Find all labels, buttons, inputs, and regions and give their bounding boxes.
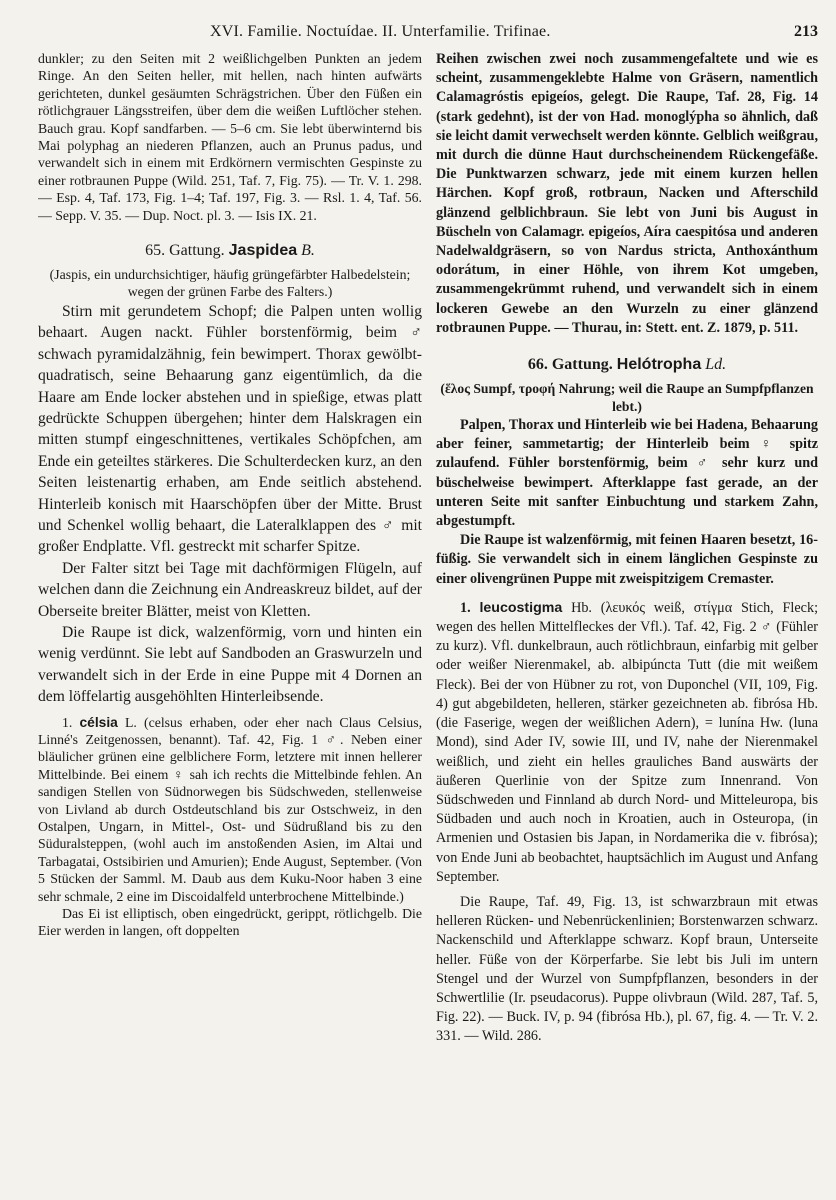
species-name: célsia — [79, 714, 118, 730]
genus-author: Ld. — [705, 356, 727, 374]
larva-paragraph: Die Raupe ist walzenförmig, mit feinen Haaren besetzt, 16-füßig. Sie verwandelt sich in einem länglichen Gespinste zu einer olivengrünen Puppe mit zweispitzigem Cremaster. — [436, 532, 818, 587]
species-name: leucostigma — [479, 599, 563, 616]
continued-paragraph: dunkler; zu den Seiten mit 2 weißlichgelben Punkten an jedem Ringe. An den Seiten heller, mit hellen, nach hinten aufwärts gerichteten, dunkel gesäumten Schrägstrichen. Über den Füßen ein rötlichgrauer Längsstreifen, über dem die weißen Luftlöcher stehen. Bauch grau. Kopf sandfarben. — 5–6 cm. Sie lebt überwinternd bis Mai polyphag an niederen Pflanzen, auch an Prunus padus, und verwandelt sich in einem mit Erdkörnern vermischten Gespinste zu einer rotbraunen Puppe (Wild. 251, Taf. 7, Fig. 75). — Tr. V. 1. 298. — Esp. 4, Taf. 173, Fig. 1–4; Taf. 197, Fig. 3. — Rsl. 1. 4, Taf. 56. — Sepp. V. 35. — Dup. Noct. pl. 3. — Isis IX. 21. — [38, 51, 422, 223]
genus-heading-65 — [38, 242, 422, 260]
genus-heading-66 — [436, 356, 818, 374]
species-entry — [38, 714, 422, 905]
genus-etymology: (Jaspis, ein undurchsichtiger, häufig grüngefärbter Halbedelstein; wegen der grünen Farbe des Falters.) — [49, 267, 411, 300]
genus-etymology: (ἕλος Sumpf, τροφή Nahrung; weil die Raupe an Sumpfpflanzen lebt.) — [440, 381, 814, 415]
continued-paragraph-right: Reihen zwischen zwei noch zusammengefaltete und wie es scheint, zusammengeklebte Halme von Gräsern, namentlich Calamagróstis epigeíos, gelegt. Die Raupe, Taf. 28, Fig. 14 (stark gedehnt), ist der von Had. monoglýpha so ähnlich, daß sie leicht damit verwechselt werden könnte. Gelblich weißgrau, mit durch die dünne Haut durchscheinendem Rückengefäße. Die Punktwarzen schwarz, jede mit einem kurzen hellen Härchen. Kopf groß, rotbraun, Nacken und Afterschild glänzend gelblichbraun. Sie lebt von Juni bis August in Büscheln von Calamagr. epigeíos, Aíra caespitósa und anderen Nadelwaldgräsern, so von Nardus stricta, Anthoxánthum odorátum, in einer Höhle, von ihrem Kot umgeben, zusammengekrümmt ruhend, und verwandelt sich in einem lockeren Gewebe an den Wurzeln zu einer glänzend rotbraunen Puppe. — Thurau, in: Stett. ent. Z. 1879, p. 511. — [436, 51, 818, 336]
text-columns — [38, 50, 820, 1186]
larva-description: Die Raupe, Taf. 49, Fig. 13, ist schwarzbraun mit etwas helleren Rücken- und Nebenrückenlinien; Borstenwarzen schwarz. Nackenschild und Afterklappe schwarz. Kopf braun, Unterseite heller. Füße von der Körperfarbe. Sie lebt bis Juli im untern Stengel und der Wurzel von Sumpfpflanzen, besonders in der Schwertlilie (Ir. pseudacorus). Puppe olivbraun (Wild. 287, Taf. 5, Fig. 22). — Buck. IV, p. 94 (fibrósa Hb.), pl. 67, fig. 4. — Tr. V. 2. 331. — Wild. 286. — [436, 893, 818, 1045]
species-text: L. (celsus erhaben, oder eher nach Claus Celsius, Linné's Zeitgenossen, benannt). Taf. 42, Fig. 1 ♂. Neben einer bläulicher grünen eine gelblichere Form, letztere mit innen hellerer Mittelbinde. Bei einem ♀ sah ich rechts die Mittelbinde fehlen. An sandigen Stellen von Südnorwegen bis Südschweden, stellenweise von Livland ab durch Ostdeutschland bis zur Ostschweiz, in den Ostalpen, Ungarn, in Mittel-, Ost- und Südrußland bis zu den Süduralsteppen, (wohl auch im anstoßenden Asien, im Altai und Tarbagatai, Ostsibirien und Amurien); Ende August, September. (Von 5 Stücken der Samml. M. Daub aus dem Kuku-Noor haben 3 eine sehr schmale, 2 eine im Discoidalfeld unterbrochene Mittelbinde.) — [38, 714, 422, 904]
genus-name: Helótropha — [616, 356, 702, 374]
behaviour-paragraph: Der Falter sitzt bei Tage mit dachförmigen Flügeln, auf welchen dann die Zeichnung ein Andreaskreuz bildet, auf der Oberseite breiter Blätter, meist von Kletten. — [38, 559, 422, 620]
genus-description: Stirn mit gerundetem Schopf; die Palpen unten wollig behaart. Augen nackt. Fühler borstenförmig, beim ♂ schwach pyramidalzähnig, fein bewimpert. Thorax gewölbt-quadratisch, seine Behaarung ganz eigentümlich, da die Haare am Ende locker abstehen und in spießige, etwas platt gedrückte Schuppen übergehen; hinter dem Halskragen ein mitten stumpf eingeschnittenes, vertikales Schöpfchen, am Ende ein geteiltes stärkeres. Die Schulterdecken kurz, an den Seiten leistenartig erhaben, am Ende seitlich abstehend. Hinterleib konisch mit Haarschöpfen über der Mitte. Brust und Schenkel wollig behaart, die Lateralklappen des ♂ mit großer Endplatte. Vfl. gestreckt mit scharfer Spitze. — [38, 302, 422, 556]
left-column — [38, 50, 422, 1186]
genus-number: 65. Gattung. — [145, 242, 225, 260]
genus-number: 66. Gattung. — [527, 356, 613, 374]
species-number: 1. — [62, 714, 73, 730]
species-number: 1. — [460, 599, 471, 616]
right-column — [436, 50, 818, 1186]
species-entry — [436, 599, 818, 887]
running-header — [40, 18, 818, 46]
species-text: Hb. (λευκός weiß, στίγμα Stich, Fleck; wegen des hellen Mittelfleckes der Vfl.). Taf. 42, Fig. 2 ♂ (Fühler zu kurz). Vfl. dunkelbraun, auch rötlichbraun, einfarbig mit gelber oder weißer Nierenmakel, ab. albipúncta Tutt (die mit weißem Fleck). Bei der von Hübner zu rot, von Duponchel (VII, 109, Fig. 4) gut abgebildeten, helleren, stärker gezeichneten ab. fibrósa Hb. (die Faserige, wegen der weißlichen Adern), = lunína Hw. (luna Mond), sind Ader IV, sowie III, und IV, nahe der Nierenmakel weißlich, und zieht ein helles grauliches Band auswärts der äußeren Querlinie von der Spitze zum Innenrand. Von Südschweden und Finnland ab durch Nord- und Mitteleuropa, bis Südbaden und auch noch in Kroatien, auch in Osteuropa, (in Armenien und Ostasien bis Japan, in Nordamerika die v. fibrósa); von Ende Juni ab beobachtet, hauptsächlich im August und Anfang September. — [436, 599, 818, 885]
page-number: 213 — [794, 23, 818, 40]
genus-name: Jaspidea — [228, 242, 298, 260]
larva-paragraph: Die Raupe ist dick, walzenförmig, vorn und hinten ein wenig verdünnt. Sie lebt auf Sandboden an Graswurzeln und verwandelt sich in der Erde in eine Puppe mit 4 Dornen an dem löffelartig ausgehöhlten Hinterleibsende. — [38, 623, 422, 706]
egg-paragraph: Das Ei ist elliptisch, oben eingedrückt, gerippt, rötlichgelb. Die Eier werden in langen, oft doppelten — [38, 906, 422, 939]
genus-author: B. — [301, 242, 315, 260]
running-title: XVI. Familie. Noctuídae. II. Unterfamilie. Trifinae. — [210, 23, 551, 40]
genus-description: Palpen, Thorax und Hinterleib wie bei Hadena, Behaarung aber feiner, sammetartig; der Hinterleib beim ♀ spitz zulaufend. Fühler borstenförmig, beim ♂ sehr kurz und büschelweise bewimpert. Afterklappe fast gerade, an der unteren Seite mit sanfter Einbuchtung und starkem Zahn, abgestumpft. — [436, 417, 818, 530]
